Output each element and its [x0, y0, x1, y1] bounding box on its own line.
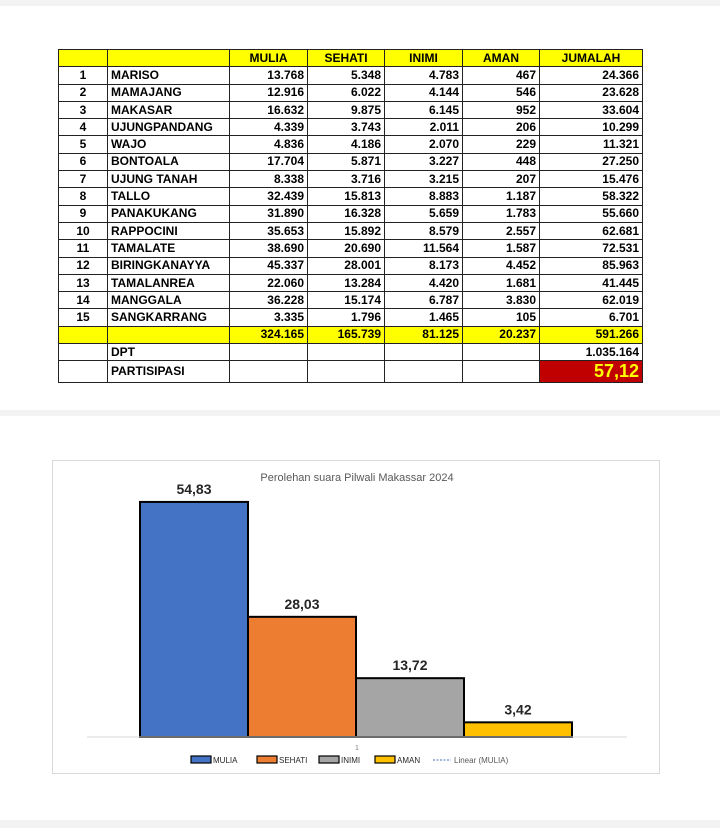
inimi-votes: 4.144: [385, 84, 463, 101]
mulia-votes: 13.768: [230, 67, 308, 84]
header-cell: [59, 50, 108, 67]
inimi-votes: 3.227: [385, 153, 463, 170]
row-number: 2: [59, 84, 108, 101]
row-number: 14: [59, 292, 108, 309]
header-aman: AMAN: [463, 50, 540, 67]
sehati-votes: 5.871: [308, 153, 385, 170]
empty-cell: [230, 361, 308, 383]
mulia-votes: 8.338: [230, 171, 308, 188]
totals-row: [59, 326, 643, 343]
aman-votes: 467: [463, 67, 540, 84]
inimi-votes: 1.465: [385, 309, 463, 326]
aman-votes: 1.681: [463, 274, 540, 291]
empty-cell: [230, 344, 308, 361]
row-total: 11.321: [540, 136, 643, 153]
district-name: MARISO: [108, 67, 230, 84]
aman-votes: 4.452: [463, 257, 540, 274]
row-number: 6: [59, 153, 108, 170]
mulia-votes: 4.339: [230, 119, 308, 136]
bar-inimi: [356, 678, 464, 737]
empty-cell: [463, 344, 540, 361]
legend-swatch-aman: [375, 756, 395, 763]
chart-panel: [0, 416, 720, 820]
district-name: TAMALANREA: [108, 274, 230, 291]
dpt-value: 1.035.164: [540, 344, 643, 361]
table-row: [59, 101, 643, 118]
empty-cell: [308, 361, 385, 383]
sehati-votes: 1.796: [308, 309, 385, 326]
aman-votes: 448: [463, 153, 540, 170]
mulia-votes: 45.337: [230, 257, 308, 274]
table-row: [59, 309, 643, 326]
total-aman: 20.237: [463, 326, 540, 343]
table-row: [59, 222, 643, 239]
empty-cell: [308, 344, 385, 361]
sehati-votes: 5.348: [308, 67, 385, 84]
district-name: BONTOALA: [108, 153, 230, 170]
grand-total: 591.266: [540, 326, 643, 343]
total-inimi: 81.125: [385, 326, 463, 343]
mulia-votes: 17.704: [230, 153, 308, 170]
table-row: [59, 84, 643, 101]
district-name: SANGKARRANG: [108, 309, 230, 326]
row-number: 4: [59, 119, 108, 136]
data-label-sehati: 28,03: [284, 595, 320, 612]
data-label-mulia: 54,83: [176, 480, 212, 497]
empty-cell: [108, 326, 230, 343]
sehati-votes: 9.875: [308, 101, 385, 118]
partisipasi-value: 57,12: [540, 361, 643, 383]
district-name: MANGGALA: [108, 292, 230, 309]
row-total: 6.701: [540, 309, 643, 326]
row-number: 15: [59, 309, 108, 326]
legend-swatch-mulia: [191, 756, 211, 763]
chart-title: Perolehan suara Pilwali Makassar 2024: [260, 472, 454, 484]
district-name: UJUNGPANDANG: [108, 119, 230, 136]
aman-votes: 546: [463, 84, 540, 101]
results-table: [58, 49, 643, 383]
row-total: 58.322: [540, 188, 643, 205]
bar-aman: [464, 722, 572, 737]
sehati-votes: 15.174: [308, 292, 385, 309]
row-number: 11: [59, 240, 108, 257]
aman-votes: 105: [463, 309, 540, 326]
dpt-label: DPT: [108, 344, 230, 361]
inimi-votes: 6.787: [385, 292, 463, 309]
inimi-votes: 4.783: [385, 67, 463, 84]
table-row: [59, 67, 643, 84]
row-total: 27.250: [540, 153, 643, 170]
mulia-votes: 22.060: [230, 274, 308, 291]
empty-cell: [463, 361, 540, 383]
aman-votes: 1.783: [463, 205, 540, 222]
mulia-votes: 4.836: [230, 136, 308, 153]
sehati-votes: 20.690: [308, 240, 385, 257]
header-inimi: INIMI: [385, 50, 463, 67]
table-row: [59, 274, 643, 291]
row-total: 15.476: [540, 171, 643, 188]
mulia-votes: 3.335: [230, 309, 308, 326]
legend-label-inimi: INIMI: [341, 756, 361, 765]
bar-chart: [52, 460, 660, 774]
mulia-votes: 38.690: [230, 240, 308, 257]
bars-layer: [140, 481, 572, 737]
district-name: WAJO: [108, 136, 230, 153]
mulia-votes: 32.439: [230, 188, 308, 205]
x-tick-label: 1: [355, 745, 359, 752]
legend-swatch-inimi: [319, 756, 339, 763]
aman-votes: 1.587: [463, 240, 540, 257]
aman-votes: 207: [463, 171, 540, 188]
aman-votes: 2.557: [463, 222, 540, 239]
mulia-votes: 12.916: [230, 84, 308, 101]
table-row: [59, 153, 643, 170]
inimi-votes: 6.145: [385, 101, 463, 118]
row-total: 72.531: [540, 240, 643, 257]
sehati-votes: 4.186: [308, 136, 385, 153]
sehati-votes: 13.284: [308, 274, 385, 291]
row-total: 23.628: [540, 84, 643, 101]
table-row: [59, 188, 643, 205]
aman-votes: 3.830: [463, 292, 540, 309]
row-total: 24.366: [540, 67, 643, 84]
bar-mulia: [140, 502, 248, 737]
sehati-votes: 3.716: [308, 171, 385, 188]
inimi-votes: 5.659: [385, 205, 463, 222]
row-total: 62.019: [540, 292, 643, 309]
sehati-votes: 15.813: [308, 188, 385, 205]
empty-cell: [59, 344, 108, 361]
row-total: 10.299: [540, 119, 643, 136]
dpt-row: [59, 344, 643, 361]
sehati-votes: 3.743: [308, 119, 385, 136]
district-name: PANAKUKANG: [108, 205, 230, 222]
bar-sehati: [248, 617, 356, 737]
row-number: 9: [59, 205, 108, 222]
table-row: [59, 257, 643, 274]
inimi-votes: 8.883: [385, 188, 463, 205]
table-row: [59, 292, 643, 309]
table-row: [59, 171, 643, 188]
total-sehati: 165.739: [308, 326, 385, 343]
partisipasi-row: [59, 361, 643, 383]
row-number: 3: [59, 101, 108, 118]
district-name: RAPPOCINI: [108, 222, 230, 239]
header-jumalah: JUMALAH: [540, 50, 643, 67]
legend-label-mulia: MULIA: [213, 756, 238, 765]
inimi-votes: 2.011: [385, 119, 463, 136]
mulia-votes: 35.653: [230, 222, 308, 239]
data-label-aman: 3,42: [504, 701, 532, 718]
header-mulia: MULIA: [230, 50, 308, 67]
row-number: 7: [59, 171, 108, 188]
row-number: 5: [59, 136, 108, 153]
legend-label-sehati: SEHATI: [279, 756, 308, 765]
data-label-inimi: 13,72: [392, 657, 428, 674]
partisipasi-label: PARTISIPASI: [108, 361, 230, 383]
district-name: MAKASAR: [108, 101, 230, 118]
aman-votes: 206: [463, 119, 540, 136]
inimi-votes: 8.579: [385, 222, 463, 239]
inimi-votes: 11.564: [385, 240, 463, 257]
sehati-votes: 16.328: [308, 205, 385, 222]
row-total: 85.963: [540, 257, 643, 274]
legend-label-aman: AMAN: [397, 756, 421, 765]
header-cell: [108, 50, 230, 67]
mulia-votes: 31.890: [230, 205, 308, 222]
aman-votes: 229: [463, 136, 540, 153]
sehati-votes: 6.022: [308, 84, 385, 101]
inimi-votes: 8.173: [385, 257, 463, 274]
district-name: BIRINGKANAYYA: [108, 257, 230, 274]
aman-votes: 1.187: [463, 188, 540, 205]
empty-cell: [385, 361, 463, 383]
results-panel: [0, 6, 720, 410]
sehati-votes: 15.892: [308, 222, 385, 239]
row-number: 8: [59, 188, 108, 205]
empty-cell: [59, 361, 108, 383]
legend-trendline-label: Linear (MULIA): [454, 756, 509, 765]
chart-legend: [191, 756, 509, 765]
district-name: MAMAJANG: [108, 84, 230, 101]
empty-cell: [385, 344, 463, 361]
row-number: 12: [59, 257, 108, 274]
total-mulia: 324.165: [230, 326, 308, 343]
header-sehati: SEHATI: [308, 50, 385, 67]
legend-swatch-sehati: [257, 756, 277, 763]
aman-votes: 952: [463, 101, 540, 118]
district-name: TALLO: [108, 188, 230, 205]
inimi-votes: 2.070: [385, 136, 463, 153]
table-row: [59, 240, 643, 257]
district-name: TAMALATE: [108, 240, 230, 257]
row-total: 33.604: [540, 101, 643, 118]
row-total: 55.660: [540, 205, 643, 222]
inimi-votes: 4.420: [385, 274, 463, 291]
row-number: 13: [59, 274, 108, 291]
table-header-row: [59, 50, 643, 67]
district-name: UJUNG TANAH: [108, 171, 230, 188]
inimi-votes: 3.215: [385, 171, 463, 188]
table-row: [59, 136, 643, 153]
sehati-votes: 28.001: [308, 257, 385, 274]
row-number: 10: [59, 222, 108, 239]
row-total: 62.681: [540, 222, 643, 239]
table-row: [59, 205, 643, 222]
table-row: [59, 119, 643, 136]
mulia-votes: 36.228: [230, 292, 308, 309]
row-number: 1: [59, 67, 108, 84]
chart-canvas: [53, 461, 661, 775]
mulia-votes: 16.632: [230, 101, 308, 118]
empty-cell: [59, 326, 108, 343]
row-total: 41.445: [540, 274, 643, 291]
